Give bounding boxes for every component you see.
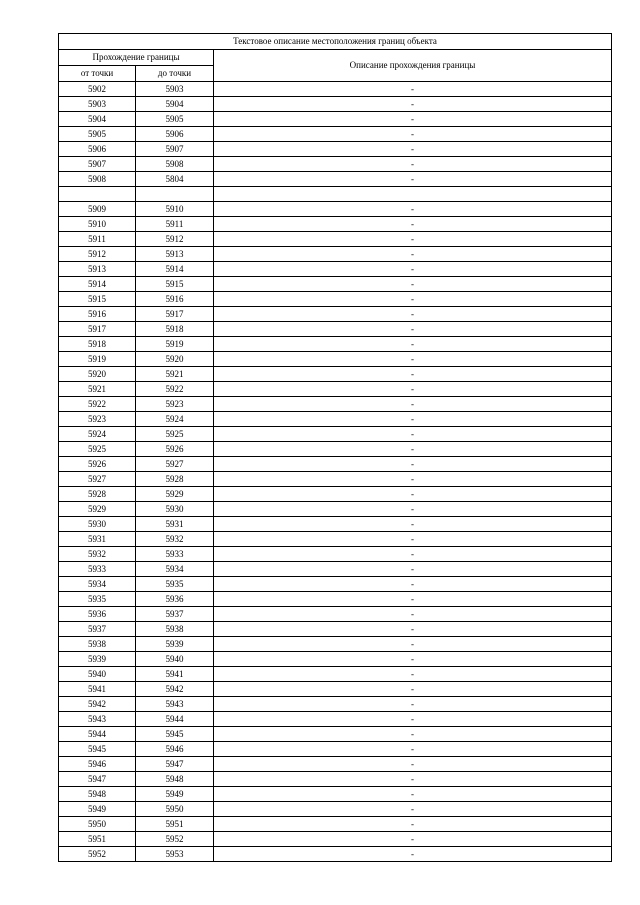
description-cell: - (214, 847, 612, 862)
description-cell: - (214, 757, 612, 772)
description-cell: - (214, 97, 612, 112)
table-row (59, 712, 612, 727)
table-row (59, 247, 612, 262)
from-point-cell: 5927 (59, 472, 136, 487)
description-cell: - (214, 172, 612, 187)
from-point-cell: 5942 (59, 697, 136, 712)
header-row-1 (59, 50, 612, 66)
description-cell: - (214, 277, 612, 292)
table-row (59, 832, 612, 847)
table-row (59, 517, 612, 532)
description-cell: - (214, 787, 612, 802)
description-cell: - (214, 232, 612, 247)
to-point-cell: 5939 (136, 637, 214, 652)
description-cell: - (214, 337, 612, 352)
table-row (59, 652, 612, 667)
from-point-cell (59, 187, 136, 202)
table-row (59, 847, 612, 862)
from-point-cell: 5943 (59, 712, 136, 727)
description-cell: - (214, 622, 612, 637)
description-cell: - (214, 262, 612, 277)
to-point-cell: 5947 (136, 757, 214, 772)
description-cell: - (214, 367, 612, 382)
from-point-cell: 5904 (59, 112, 136, 127)
table-row (59, 382, 612, 397)
to-point-cell: 5913 (136, 247, 214, 262)
to-point-cell: 5919 (136, 337, 214, 352)
to-point-cell: 5917 (136, 307, 214, 322)
table-row (59, 112, 612, 127)
boundary-description-table (58, 33, 612, 862)
description-cell: - (214, 682, 612, 697)
description-cell: - (214, 817, 612, 832)
from-point-cell: 5945 (59, 742, 136, 757)
from-point-cell: 5914 (59, 277, 136, 292)
to-header: до точки (136, 66, 214, 82)
from-point-cell: 5911 (59, 232, 136, 247)
description-cell: - (214, 652, 612, 667)
from-point-cell: 5946 (59, 757, 136, 772)
to-point-cell: 5945 (136, 727, 214, 742)
table-row (59, 742, 612, 757)
description-cell: - (214, 457, 612, 472)
table-row (59, 457, 612, 472)
description-cell: - (214, 577, 612, 592)
to-point-cell: 5936 (136, 592, 214, 607)
to-point-cell: 5912 (136, 232, 214, 247)
description-cell: - (214, 307, 612, 322)
to-point-cell: 5916 (136, 292, 214, 307)
from-point-cell: 5931 (59, 532, 136, 547)
to-point-cell: 5925 (136, 427, 214, 442)
to-point-cell: 5951 (136, 817, 214, 832)
to-point-cell: 5953 (136, 847, 214, 862)
title-row (59, 34, 612, 50)
table-row (59, 787, 612, 802)
from-point-cell: 5923 (59, 412, 136, 427)
description-cell: - (214, 667, 612, 682)
from-point-cell: 5915 (59, 292, 136, 307)
description-cell: - (214, 112, 612, 127)
to-point-cell: 5924 (136, 412, 214, 427)
table-row (59, 817, 612, 832)
to-point-cell (136, 187, 214, 202)
description-cell: - (214, 127, 612, 142)
table-row (59, 772, 612, 787)
description-cell: - (214, 412, 612, 427)
description-cell: - (214, 292, 612, 307)
from-point-cell: 5922 (59, 397, 136, 412)
table-row (59, 592, 612, 607)
description-cell: - (214, 157, 612, 172)
to-point-cell: 5904 (136, 97, 214, 112)
from-point-cell: 5903 (59, 97, 136, 112)
table-row (59, 577, 612, 592)
from-point-cell: 5933 (59, 562, 136, 577)
to-point-cell: 5950 (136, 802, 214, 817)
to-point-cell: 5908 (136, 157, 214, 172)
from-point-cell: 5918 (59, 337, 136, 352)
table-row (59, 187, 612, 202)
table-row (59, 127, 612, 142)
from-point-cell: 5913 (59, 262, 136, 277)
table-row (59, 442, 612, 457)
table-row (59, 397, 612, 412)
to-point-cell: 5920 (136, 352, 214, 367)
table-row (59, 637, 612, 652)
table-row (59, 412, 612, 427)
to-point-cell: 5949 (136, 787, 214, 802)
from-point-cell: 5935 (59, 592, 136, 607)
description-cell: - (214, 217, 612, 232)
description-cell: - (214, 427, 612, 442)
table-row (59, 217, 612, 232)
description-cell: - (214, 82, 612, 97)
from-point-cell: 5916 (59, 307, 136, 322)
to-point-cell: 5943 (136, 697, 214, 712)
from-point-cell: 5928 (59, 487, 136, 502)
to-point-cell: 5905 (136, 112, 214, 127)
table-row (59, 82, 612, 97)
to-point-cell: 5918 (136, 322, 214, 337)
to-point-cell: 5938 (136, 622, 214, 637)
to-point-cell: 5921 (136, 367, 214, 382)
table-row (59, 337, 612, 352)
from-point-cell: 5932 (59, 547, 136, 562)
description-cell: - (214, 352, 612, 367)
to-point-cell: 5935 (136, 577, 214, 592)
to-point-cell: 5929 (136, 487, 214, 502)
description-cell: - (214, 592, 612, 607)
to-point-cell: 5940 (136, 652, 214, 667)
table-row (59, 487, 612, 502)
table-row (59, 697, 612, 712)
from-point-cell: 5934 (59, 577, 136, 592)
from-point-cell: 5941 (59, 682, 136, 697)
table-row (59, 682, 612, 697)
table-row (59, 547, 612, 562)
table-row (59, 292, 612, 307)
to-point-cell: 5942 (136, 682, 214, 697)
description-cell: - (214, 532, 612, 547)
description-cell: - (214, 202, 612, 217)
description-cell: - (214, 517, 612, 532)
description-cell: - (214, 742, 612, 757)
table-body (59, 34, 612, 862)
from-point-cell: 5929 (59, 502, 136, 517)
description-cell: - (214, 382, 612, 397)
description-cell: - (214, 502, 612, 517)
from-point-cell: 5902 (59, 82, 136, 97)
to-point-cell: 5931 (136, 517, 214, 532)
description-cell: - (214, 562, 612, 577)
to-point-cell: 5933 (136, 547, 214, 562)
from-header: от точки (59, 66, 136, 82)
table-row (59, 352, 612, 367)
table-row (59, 232, 612, 247)
to-point-cell: 5948 (136, 772, 214, 787)
to-point-cell: 5946 (136, 742, 214, 757)
table-row (59, 262, 612, 277)
to-point-cell: 5927 (136, 457, 214, 472)
to-point-cell: 5922 (136, 382, 214, 397)
table-row (59, 667, 612, 682)
description-cell: - (214, 802, 612, 817)
from-point-cell: 5909 (59, 202, 136, 217)
description-cell: - (214, 772, 612, 787)
from-point-cell: 5920 (59, 367, 136, 382)
table-row (59, 502, 612, 517)
from-point-cell: 5908 (59, 172, 136, 187)
description-cell: - (214, 712, 612, 727)
description-cell (214, 187, 612, 202)
group-header: Прохождение границы (59, 50, 214, 66)
table-row (59, 172, 612, 187)
table-row (59, 472, 612, 487)
from-point-cell: 5905 (59, 127, 136, 142)
table-row (59, 622, 612, 637)
description-cell: - (214, 442, 612, 457)
to-point-cell: 5930 (136, 502, 214, 517)
table-row (59, 202, 612, 217)
description-cell: - (214, 247, 612, 262)
from-point-cell: 5944 (59, 727, 136, 742)
from-point-cell: 5925 (59, 442, 136, 457)
description-cell: - (214, 487, 612, 502)
description-cell: - (214, 727, 612, 742)
description-cell: - (214, 142, 612, 157)
description-cell: - (214, 832, 612, 847)
table-row (59, 427, 612, 442)
from-point-cell: 5939 (59, 652, 136, 667)
table-row (59, 757, 612, 772)
from-point-cell: 5910 (59, 217, 136, 232)
table-row (59, 802, 612, 817)
to-point-cell: 5906 (136, 127, 214, 142)
from-point-cell: 5930 (59, 517, 136, 532)
description-cell: - (214, 472, 612, 487)
from-point-cell: 5906 (59, 142, 136, 157)
to-point-cell: 5941 (136, 667, 214, 682)
table-row (59, 532, 612, 547)
table-row (59, 142, 612, 157)
from-point-cell: 5917 (59, 322, 136, 337)
to-point-cell: 5952 (136, 832, 214, 847)
from-point-cell: 5926 (59, 457, 136, 472)
from-point-cell: 5907 (59, 157, 136, 172)
table-row (59, 562, 612, 577)
description-cell: - (214, 322, 612, 337)
to-point-cell: 5914 (136, 262, 214, 277)
to-point-cell: 5910 (136, 202, 214, 217)
from-point-cell: 5921 (59, 382, 136, 397)
to-point-cell: 5926 (136, 442, 214, 457)
from-point-cell: 5947 (59, 772, 136, 787)
to-point-cell: 5923 (136, 397, 214, 412)
to-point-cell: 5932 (136, 532, 214, 547)
from-point-cell: 5912 (59, 247, 136, 262)
table-row (59, 727, 612, 742)
to-point-cell: 5944 (136, 712, 214, 727)
table-title: Текстовое описание местоположения границ объекта (59, 34, 612, 50)
from-point-cell: 5951 (59, 832, 136, 847)
to-point-cell: 5907 (136, 142, 214, 157)
description-cell: - (214, 397, 612, 412)
to-point-cell: 5937 (136, 607, 214, 622)
description-cell: - (214, 637, 612, 652)
to-point-cell: 5934 (136, 562, 214, 577)
from-point-cell: 5950 (59, 817, 136, 832)
from-point-cell: 5924 (59, 427, 136, 442)
to-point-cell: 5911 (136, 217, 214, 232)
table-row (59, 607, 612, 622)
table-row (59, 277, 612, 292)
from-point-cell: 5948 (59, 787, 136, 802)
description-cell: - (214, 697, 612, 712)
description-cell: - (214, 607, 612, 622)
to-point-cell: 5804 (136, 172, 214, 187)
from-point-cell: 5936 (59, 607, 136, 622)
table-row (59, 307, 612, 322)
from-point-cell: 5949 (59, 802, 136, 817)
from-point-cell: 5937 (59, 622, 136, 637)
from-point-cell: 5940 (59, 667, 136, 682)
from-point-cell: 5952 (59, 847, 136, 862)
table-row (59, 97, 612, 112)
description-cell: - (214, 547, 612, 562)
table-row (59, 157, 612, 172)
table-row (59, 322, 612, 337)
to-point-cell: 5915 (136, 277, 214, 292)
desc-header: Описание прохождения границы (214, 50, 612, 82)
from-point-cell: 5938 (59, 637, 136, 652)
from-point-cell: 5919 (59, 352, 136, 367)
to-point-cell: 5928 (136, 472, 214, 487)
to-point-cell: 5903 (136, 82, 214, 97)
table-row (59, 367, 612, 382)
